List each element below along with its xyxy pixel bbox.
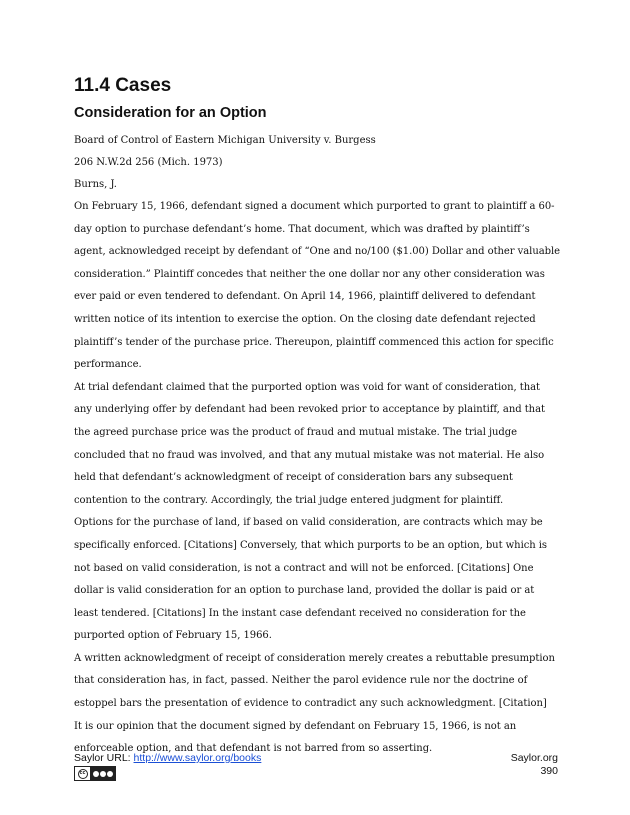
footer-url [74, 752, 261, 764]
section-title: 11.4 Cases [74, 75, 172, 96]
body-paragraph-5: It is our opinion that the document signed by defendant on February 15, 1966, is not an enforceable option, and that defendant is not barred from so asserting. [74, 720, 517, 755]
creative-commons-license-icon[interactable] [74, 766, 116, 781]
case-name: Board of Control of Eastern Michigan University v. Burgess [74, 135, 376, 146]
body-paragraph-4: A written acknowledgment of receipt of consideration merely creates a rebuttable presumption that consideration has, in fact, passed. Neither the parol evidence rule nor the doctrine of estoppel bars the presentation of evidence to contradict any such acknowledgment. [Citation] [74, 652, 555, 710]
case-judge: Burns, J. [74, 179, 117, 190]
sharealike-icon [107, 771, 113, 777]
body-paragraph-1: On February 15, 1966, defendant signed a document which purported to grant to plaintiff a 60-day option to purchase defendant’s home. That document, which was drafted by plaintiff’s agent, acknowledged receipt by defendant of “One and no/100 ($1.00) Dollar and other valuable consideration.” Plaintiff concedes that neither the one dollar nor any other consideration was ever paid or even tendered to defendant. On April 14, 1966, plaintiff delivered to defendant written notice of its intention to exercise the option. On the closing date defendant rejected plaintiff’s tender of the purchase price. Thereupon, plaintiff commenced this action for specific performance. [74, 201, 560, 371]
body-paragraph-3: Options for the purchase of land, if based on valid consideration, are contracts which may be specifically enforced. [Citations] Conversely, that which purports to be an option, but which is not based on valid consideration, is not a contract and will not be enforced. [Citations] One dollar is valid consideration for an option to purchase land, provided the dollar is paid or at least tendered. [Citations] In the instant case defendant received no consideration for the purported option of February 15, 1966. [74, 517, 548, 642]
section-subtitle: Consideration for an Option [74, 105, 267, 121]
page-number: 390 [540, 765, 558, 777]
body-paragraph-2: At trial defendant claimed that the purported option was void for want of consideration, that any underlying offer by defendant had been revoked prior to acceptance by plaintiff, and that the agreed purchase price was the product of fraud and mutual mistake. The trial judge concluded that no fraud was involved, and that any mutual mistake was not material. He also held that defendant’s acknowledgment of receipt of consideration bars any subsequent contention to the contrary. Accordingly, the trial judge entered judgment for plaintiff. [74, 381, 545, 506]
footer-brand: Saylor.org [510, 752, 558, 764]
saylor-books-link[interactable]: http://www.saylor.org/books [133, 752, 262, 764]
footer-right [511, 752, 558, 778]
page-content [74, 74, 560, 761]
noncommercial-icon [100, 771, 106, 777]
footer-url-label: Saylor URL: [74, 752, 134, 764]
cc-logo-icon: cc [75, 767, 91, 780]
case-citation: 206 N.W.2d 256 (Mich. 1973) [74, 157, 223, 168]
cc-terms-icons [91, 767, 115, 780]
attribution-icon [93, 771, 99, 777]
